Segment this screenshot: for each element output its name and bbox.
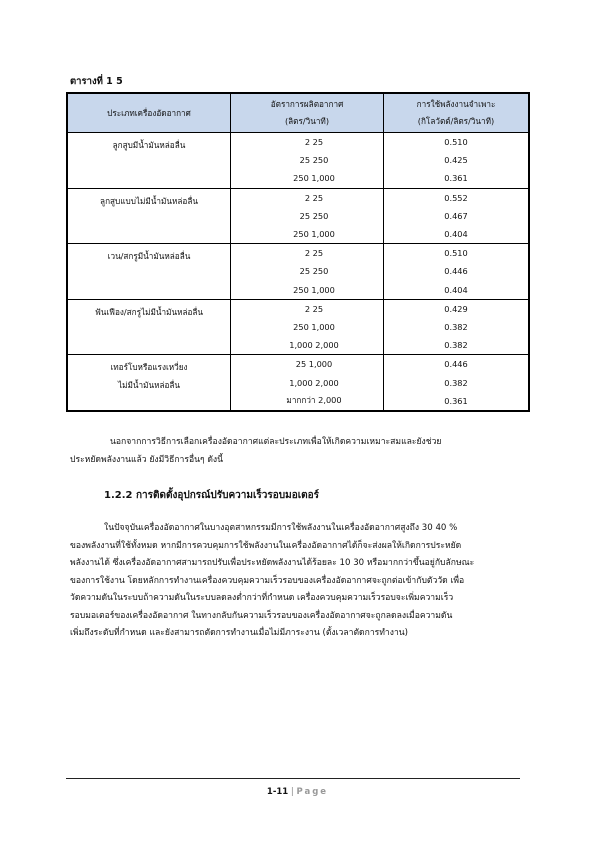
table-row	[67, 133, 529, 152]
compressor-type-label: ลูกสูบมีน้ำมันหล่อลื่น	[112, 140, 186, 150]
compressor-type-label: เทอร์โบหรือแรงเหวี่ยง	[110, 362, 188, 373]
flow-rate-cell: 25 1,000	[231, 355, 384, 374]
specific-energy-cell: 0.382	[384, 336, 530, 355]
specific-energy-cell: 0.467	[384, 207, 530, 225]
flow-rate-cell: 1,000 2,000	[231, 373, 384, 391]
flow-rate-cell: 250 1,000	[231, 225, 384, 244]
table-row	[67, 355, 529, 374]
table-header-row	[67, 93, 529, 133]
intro-paragraph-line: นอกจากการวิธีการเลือกเครื่องอัดอากาศแต่ละประเภทเพื่อให้เกิดความเหมาะสมและยังช่วย	[110, 437, 442, 447]
specific-energy-cell: 0.510	[384, 133, 530, 152]
specific-energy-cell: 0.552	[384, 188, 530, 207]
specific-energy-cell: 0.382	[384, 318, 530, 336]
table-row	[67, 244, 529, 263]
flow-rate-cell: 2 25	[231, 244, 384, 263]
flow-rate-cell: 2 25	[231, 133, 384, 152]
flow-rate-cell: 2 25	[231, 188, 384, 207]
specific-energy-cell: 0.361	[384, 392, 530, 411]
specific-energy-cell: 0.404	[384, 281, 530, 300]
page-word: Page	[296, 787, 329, 797]
body-paragraph	[70, 520, 530, 643]
header-air-production-rate	[231, 93, 384, 133]
body-paragraph-line: ของการใช้งาน โดยหลักการทำงานเครื่องควบคุมความเร็วรอบของเครื่องอัดอากาศจะถูกต่อเข้ากับตัววัด เพื่อ	[70, 575, 465, 586]
flow-rate-cell: 250 1,000	[231, 281, 384, 300]
table-row	[67, 299, 529, 318]
table-row	[67, 188, 529, 207]
footer-separator: |	[290, 787, 294, 797]
header-compressor-type-label: ประเภทเครื่องอัดอากาศ	[107, 107, 191, 118]
header-compressor-type	[67, 93, 231, 133]
specific-energy-cell: 0.382	[384, 373, 530, 391]
flow-rate-cell: 25 250	[231, 262, 384, 280]
compressor-type-label: ไม่มีน้ำมันหล่อลื่น	[117, 380, 181, 391]
compressor-type-cell	[67, 133, 231, 189]
body-paragraph-line: ของพลังงานที่ใช้ทั้งหมด หากมีการควบคุมการใช้พลังงานในเครื่องอัดอากาศได้ก็จะส่งผลให้เกิดการประหยัด	[70, 540, 462, 551]
page-footer	[0, 787, 595, 797]
header-specific-energy-label: การใช้พลังงานจำเพาะ	[416, 99, 496, 109]
specific-energy-cell: 0.446	[384, 355, 530, 374]
body-paragraph-line: วัดความดันในระบบถ้าความดันในระบบลดลงต่ำกว่าที่กำหนด เครื่องควบคุมความเร็วรอบจะเพิ่มความเร็ว	[70, 593, 454, 603]
page-number: 1-11	[266, 787, 289, 797]
intro-paragraph-line: ประหยัดพลังงานแล้ว ยังมีวิธีการอื่นๆ ดังนี้	[70, 454, 224, 465]
specific-energy-cell: 0.404	[384, 225, 530, 244]
header-specific-energy-unit: (กิโลวัตต์/ลิตร/วินาที)	[417, 116, 495, 126]
footer-divider	[66, 778, 520, 779]
specific-energy-cell: 0.446	[384, 262, 530, 280]
header-air-production-rate-unit: (ลิตร/วินาที)	[284, 116, 330, 126]
compressor-type-cell	[67, 299, 231, 355]
specific-energy-cell: 0.429	[384, 299, 530, 318]
intro-paragraph	[70, 434, 530, 469]
flow-rate-cell: 250 1,000	[231, 318, 384, 336]
flow-rate-cell: 25 250	[231, 207, 384, 225]
flow-rate-cell: มากกว่า 2,000	[231, 392, 384, 411]
compressor-type-label: ฟันเฟือง/สกรูไม่มีน้ำมันหล่อลื่น	[94, 306, 204, 317]
flow-rate-cell: 25 250	[231, 151, 384, 169]
table-caption: ตารางที่ 1 5	[70, 76, 123, 87]
flow-rate-cell: 2 25	[231, 299, 384, 318]
specific-energy-cell: 0.425	[384, 151, 530, 169]
compressor-type-cell	[67, 188, 231, 244]
body-paragraph-line: พลังงานได้ ซึ่งเครื่องอัดอากาศสามารถปรับเพื่อประหยัดพลังงานได้ร้อยละ 10 30 หรือมากกว่าขึ้นอยู่กับลักษณะ	[70, 558, 475, 568]
compressor-type-cell	[67, 355, 231, 411]
header-air-production-rate-label: อัตราการผลิตอากาศ	[270, 99, 344, 109]
compressor-energy-table	[66, 92, 530, 412]
section-heading: 1.2.2 การติดตั้งอุปกรณ์ปรับความเร็วรอบมอเตอร์	[104, 490, 320, 501]
flow-rate-cell: 250 1,000	[231, 169, 384, 188]
body-paragraph-line: ในปัจจุบันเครื่องอัดอากาศในบางอุตสาหกรรมมีการใช้พลังงานในเครื่องอัดอากาศสูงถึง 30 40 %	[104, 523, 458, 533]
header-specific-energy	[384, 93, 530, 133]
compressor-type-cell	[67, 244, 231, 300]
flow-rate-cell: 1,000 2,000	[231, 336, 384, 355]
body-paragraph-line: รอบมอเตอร์ของเครื่องอัดอากาศ ในทางกลับกันความเร็วรอบของเครื่องอัดอากาศจะถูกลดลงเมื่อความดัน	[70, 610, 453, 621]
body-paragraph-line: เพิ่มถึงระดับที่กำหนด และยังสามารถตัดการทำงานเมื่อไม่มีภาระงาน (ตั้งเวลาตัดการทำงาน)	[70, 628, 409, 638]
specific-energy-cell: 0.510	[384, 244, 530, 263]
specific-energy-cell: 0.361	[384, 169, 530, 188]
compressor-type-label: เวน/สกรูมีน้ำมันหล่อลื่น	[107, 251, 191, 262]
compressor-type-label: ลูกสูบแบบไม่มีน้ำมันหล่อลื่น	[100, 195, 198, 206]
